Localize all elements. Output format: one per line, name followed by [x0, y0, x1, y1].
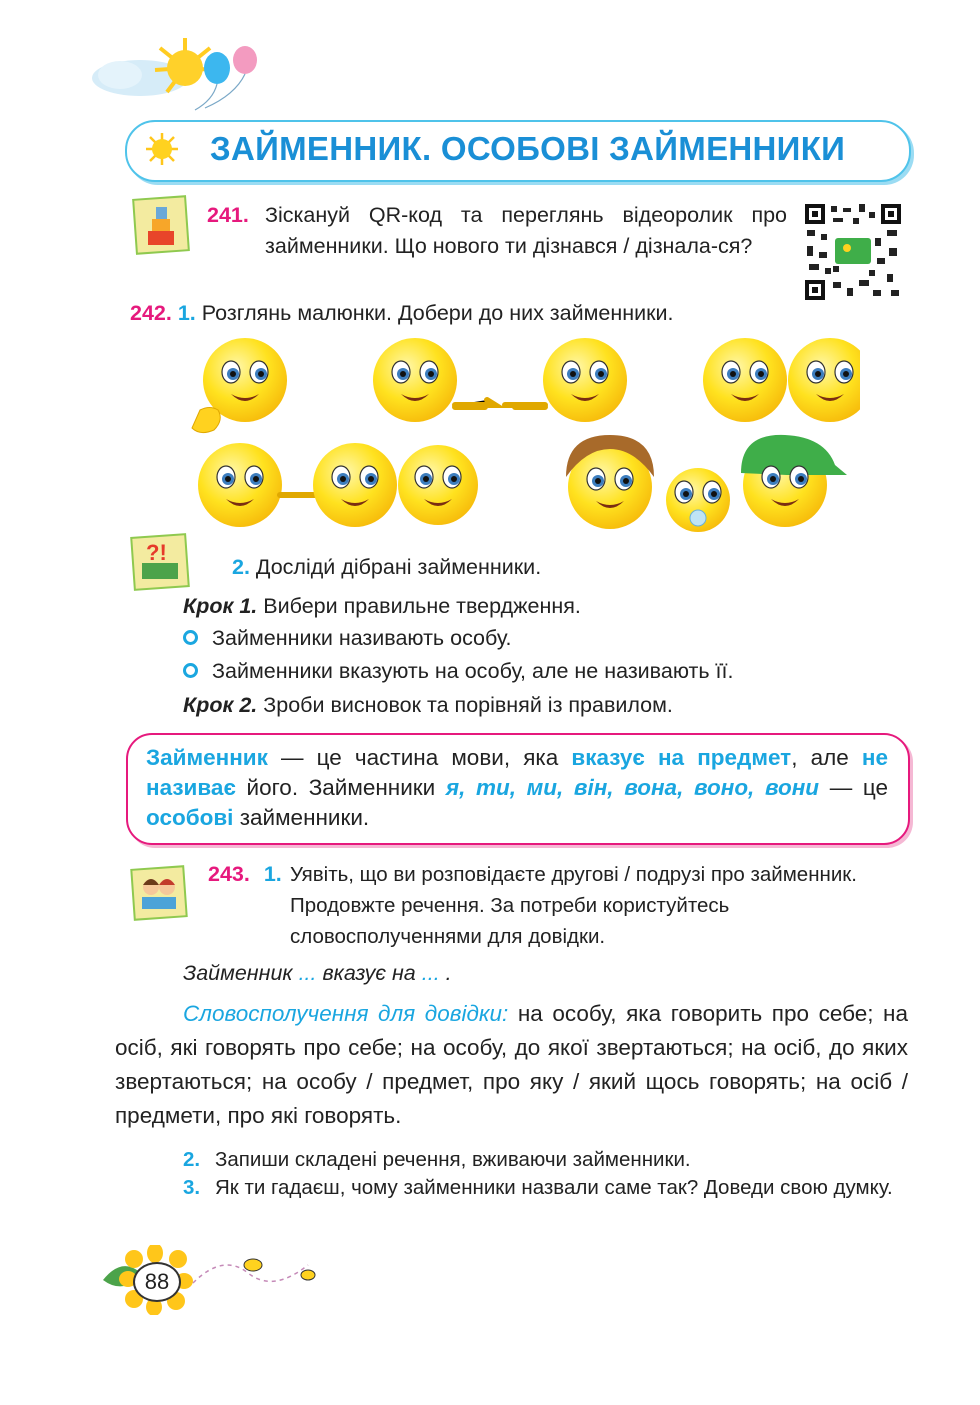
- option-1[interactable]: [183, 623, 511, 654]
- subtask-number: 2.: [232, 555, 250, 579]
- list-item: [183, 1147, 908, 1173]
- sun-balloons-decoration: [85, 30, 285, 120]
- sentence-part: .: [445, 961, 452, 985]
- help-label: Словосполучення для довідки:: [183, 1001, 509, 1026]
- rule-highlight: не називає: [146, 745, 888, 800]
- bullet-icon: [183, 663, 198, 678]
- rule-fragment: — це частина мови, яка: [267, 745, 572, 770]
- task-text: Досліди́ дібрані займенники.: [255, 555, 542, 579]
- sun-icon: [145, 132, 179, 166]
- rule-term: Займенник: [146, 745, 268, 770]
- question-text: Як ти гадаєш, чому займенники назвали саме так? Доведи свою думку.: [215, 1176, 893, 1199]
- exercise-number: 243.: [208, 862, 250, 886]
- question-number: 3.: [183, 1176, 201, 1199]
- step-label: Крок 1.: [183, 594, 258, 618]
- sentence-part: Займенник: [183, 961, 299, 985]
- emoji-illustrations: [180, 335, 860, 535]
- step-text: Вибери правильне твердження.: [263, 594, 581, 618]
- rule-pronouns: я, ти, ми, він, вона, воно, вони: [445, 775, 820, 800]
- blank-dots: ...: [421, 961, 446, 985]
- list-item: [183, 1175, 908, 1201]
- option-2[interactable]: [183, 656, 733, 687]
- page-title: ЗАЙМЕННИК. ОСОБОВІ ЗАЙМЕННИКИ: [210, 130, 846, 167]
- option-text: Займенники називають особу.: [212, 626, 512, 650]
- subtask-number: 1.: [177, 301, 196, 325]
- exercise-243: [208, 859, 908, 952]
- toy-blocks-icon: [132, 195, 190, 255]
- exercise-number: 241.: [207, 203, 249, 227]
- sentence-part: вказує на: [316, 961, 422, 985]
- exercise-241: [207, 200, 787, 262]
- bullet-icon: [183, 630, 198, 645]
- option-text: Займенники вказують на особу, але не називають її.: [212, 659, 734, 683]
- rule-text: [146, 743, 888, 833]
- step-2: [183, 690, 673, 721]
- step-text: Зроби висновок та порівняй із правилом.: [263, 693, 673, 717]
- exercise-242-task2: [232, 552, 541, 583]
- exercise-text: Зіскануй QR-код та переглянь відеоролик про займенники. Що нового ти дізнався / дізнала-ся?: [265, 203, 787, 258]
- page-number: 88: [133, 1262, 181, 1302]
- help-text: на особу, яка говорить про себе; на осіб, які говорять про себе; на особу, до якої звертаються; на осіб, до яких звертаються; на особу / предмет, про яку / який щось говорять; на осіб / предмети, про які говорять.: [115, 1001, 908, 1128]
- help-paragraph: [115, 997, 908, 1133]
- question-text: Запиши складені речення, вживаючи займенники.: [215, 1148, 691, 1171]
- exercise-number: 242.: [130, 301, 172, 325]
- question-number: 2.: [183, 1148, 201, 1171]
- rule-fragment: його. Займенники: [235, 775, 446, 800]
- rule-fragment: займенники.: [233, 805, 370, 830]
- rule-fragment: — це: [819, 775, 888, 800]
- question-list: [183, 1147, 908, 1203]
- svg-text:?!: ?!: [146, 540, 167, 565]
- children-reading-icon: [130, 865, 188, 921]
- exercise-242-task1: [130, 298, 674, 329]
- question-book-icon: [130, 533, 190, 591]
- subtask-number: 1.: [263, 862, 282, 886]
- qr-code-icon[interactable]: [803, 202, 903, 302]
- rule-fragment: , але: [791, 745, 862, 770]
- rule-highlight: вказує на предмет: [571, 745, 792, 770]
- blank-dots: ...: [298, 961, 317, 985]
- step-1: [183, 591, 581, 622]
- step-label: Крок 2.: [183, 693, 258, 717]
- task-text: Уявіть, що ви розповідаєте другові / подрузі про займенник. Продовжте речення. За потреби користуйтесь словосполученнями для довідки.: [290, 863, 857, 948]
- sentence-template: [183, 958, 452, 989]
- task-text: Розглянь малюнки. Добери до них займенники.: [201, 301, 674, 325]
- rule-highlight: особові: [146, 805, 234, 830]
